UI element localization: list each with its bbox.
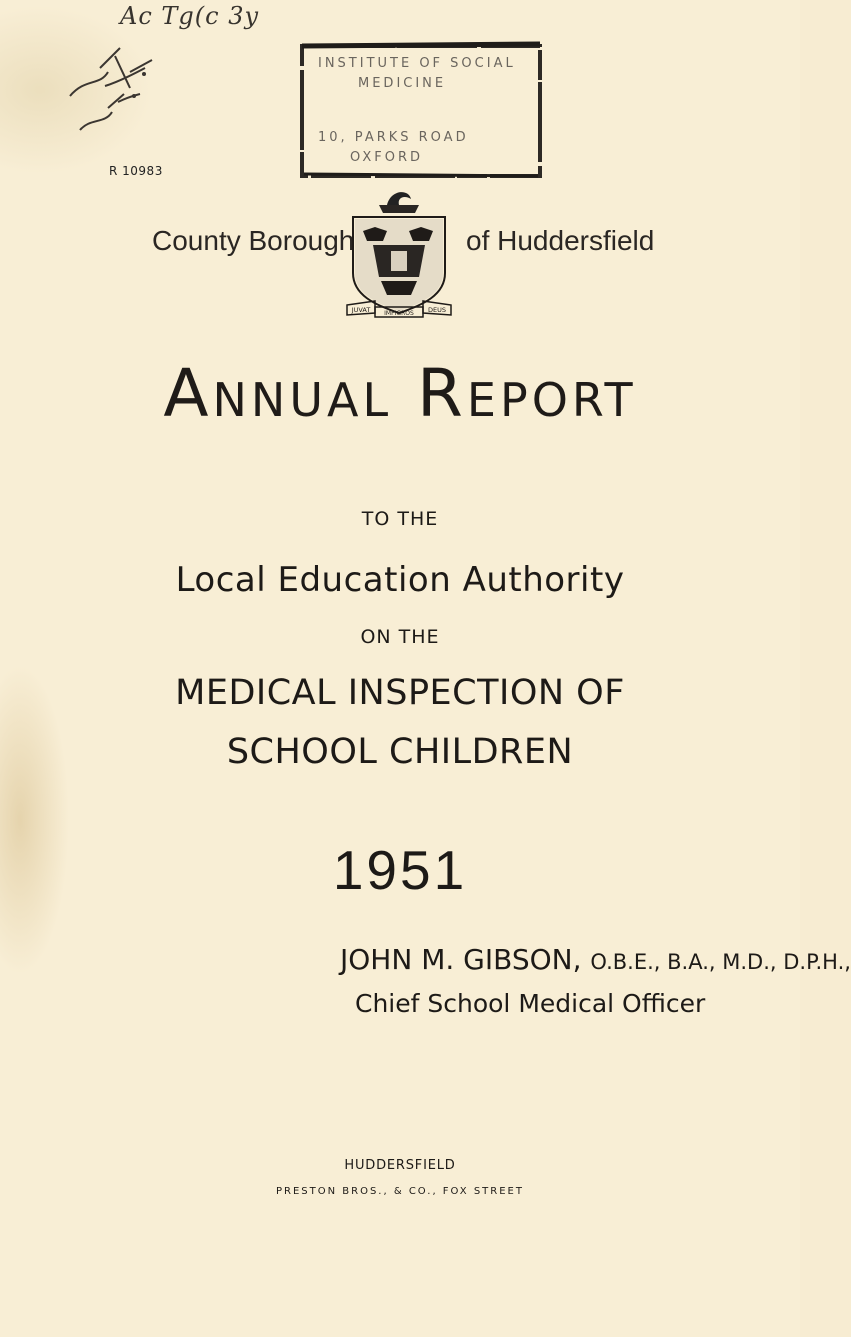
authority-line: Local Education Authority	[175, 560, 625, 600]
imprint-printer: PRESTON BROS., & CO., FOX STREET	[276, 1186, 524, 1197]
author-role: Chief School Medical Officer	[355, 989, 706, 1018]
stamp-line-1: INSTITUTE OF SOCIAL	[318, 56, 516, 71]
report-year: 1951	[332, 839, 468, 901]
motto-center: IMPIGROS	[384, 310, 414, 317]
author-qualifications: O.B.E., B.A., M.D., D.P.H.,	[590, 950, 851, 974]
author-name: JOHN M. GIBSON,	[340, 943, 582, 976]
header-left: County Borough	[152, 225, 355, 256]
subject-line-2: SCHOOL CHILDREN	[226, 732, 574, 772]
author-line	[340, 943, 851, 976]
coat-of-arms-crest	[345, 183, 453, 319]
stamp-line-2: MEDICINE	[358, 76, 447, 91]
on-the-line: ON THE	[360, 626, 440, 648]
motto-right: DEUS	[428, 306, 446, 314]
imprint-place: HUDDERSFIELD	[344, 1158, 456, 1173]
to-the-line: TO THE	[361, 508, 439, 530]
call-number: R 10983	[109, 164, 163, 178]
header-right: of Huddersfield	[466, 225, 655, 256]
stamp-line-3: 10, PARKS ROAD	[318, 130, 469, 145]
report-title: Annual Report	[163, 355, 637, 432]
handwritten-note: Ac Tg(c 3y	[120, 2, 260, 30]
handwritten-scribble-mark	[60, 38, 170, 148]
motto-left: JUVAT	[351, 306, 371, 314]
stamp-line-4: OXFORD	[350, 150, 424, 165]
subject-line-1: MEDICAL INSPECTION OF	[175, 673, 625, 713]
